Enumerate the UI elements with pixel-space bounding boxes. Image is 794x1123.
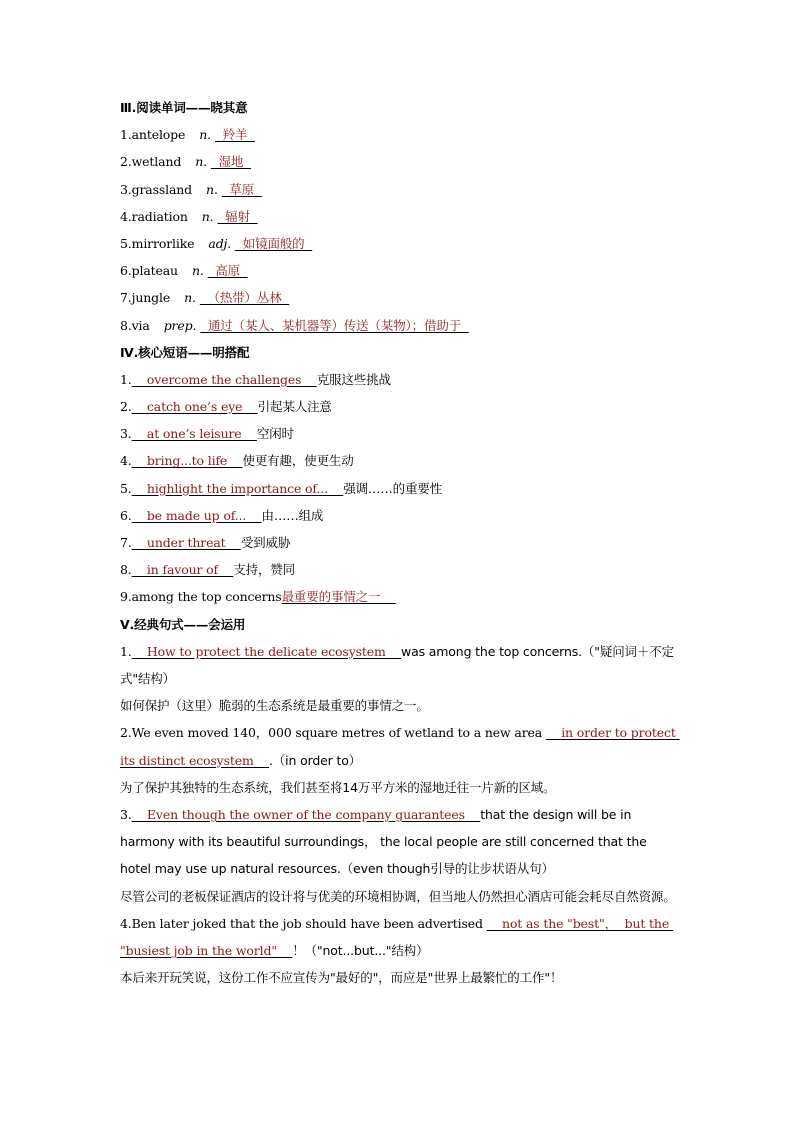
phrase-meaning: 克服这些挑战 <box>316 371 391 387</box>
phrase-number: 2. <box>120 399 132 415</box>
sentence-suffix: was among the top concerns.（"疑问词＋不定式"结构） <box>120 643 674 686</box>
vocab-item <box>120 284 680 311</box>
sentence-prefix: 4.Ben later joked that the job should have been advertised <box>120 915 487 931</box>
part-of-speech: n. <box>201 208 214 224</box>
vocab-word: 4.radiation <box>120 208 188 224</box>
vocab-item <box>120 230 680 257</box>
phrase-answer: at one’s leisure <box>131 426 257 442</box>
vocab-answer: 辐射 <box>217 208 258 224</box>
vocab-word: 8.via <box>120 317 150 333</box>
vocab-word: 6.plateau <box>120 263 178 279</box>
phrase-meaning: 受到威胁 <box>240 535 291 550</box>
sentence-prefix: 2.We even moved 140，000 square metres of wetland to a new area <box>120 725 546 741</box>
phrase-number: 5. <box>120 480 132 496</box>
sentence-item <box>120 801 680 883</box>
vocab-answer: 高原 <box>207 263 248 279</box>
phrase-item <box>120 529 680 556</box>
phrase-answer: highlight the importance of... <box>131 480 344 496</box>
section-4-title: Ⅳ.核心短语——明搭配 <box>120 344 250 360</box>
vocab-answer: 羚羊 <box>215 127 256 143</box>
sentence-translation: 为了保护其独特的生态系统，我们甚至将14万平方米的湿地迁往一片新的区域。 <box>120 779 556 795</box>
phrase-meaning: 由……组成 <box>261 507 324 523</box>
phrase-answer: overcome the challenges <box>131 371 317 387</box>
vocab-item <box>120 257 680 284</box>
sentence-prefix: 3. <box>120 806 132 822</box>
phrase-number: 4. <box>120 453 132 469</box>
sentence-item <box>120 910 680 964</box>
sentence-answer: How to protect the delicate ecosystem <box>131 643 401 659</box>
vocab-item <box>120 148 680 175</box>
vocab-word: 1.antelope <box>120 127 186 143</box>
vocab-answer: 通过（某人、某机器等）传送（某物）；借助于 <box>200 317 469 333</box>
phrase-list <box>120 366 680 611</box>
sentence-item <box>120 638 680 692</box>
phrase-number: 1. <box>120 371 132 387</box>
sentence-prefix: 1. <box>120 643 132 659</box>
phrase-meaning: 使更有趣，使更生动 <box>242 453 354 469</box>
phrase-item <box>120 502 680 529</box>
sentence-translation: 本后来开玩笑说，这份工作不应宣传为"最好的"，而应是"世界上最繁忙的工作"！ <box>120 970 563 986</box>
phrase-item <box>120 393 680 420</box>
phrase-number: 8. <box>120 562 132 578</box>
vocab-word: 5.mirrorlike <box>120 235 195 251</box>
vocab-item <box>120 203 680 230</box>
part-of-speech: n. <box>206 181 218 197</box>
part-of-speech: adj. <box>208 235 232 251</box>
phrase-answer: under threat <box>131 535 241 550</box>
phrase-answer: catch one’s eye <box>131 399 258 415</box>
part-of-speech: n. <box>184 290 196 306</box>
vocab-answer: 湿地 <box>210 154 251 170</box>
phrase-item <box>120 447 680 474</box>
phrase-meaning: 强调……的重要性 <box>343 480 443 496</box>
phrase-item <box>120 366 680 393</box>
vocab-item <box>120 312 680 339</box>
phrase-answer: bring...to life <box>131 453 243 469</box>
part-of-speech: prep. <box>163 317 197 333</box>
phrase-answer: be made up of... <box>131 507 262 523</box>
sentence-translation: 如何保护（这里）脆弱的生态系统是最重要的事情之一。 <box>120 698 429 714</box>
phrase-meaning: 引起某人注意 <box>257 399 332 415</box>
vocab-answer: （热带）丛林 <box>199 290 290 306</box>
phrase-answer: in favour of <box>131 562 234 578</box>
phrase-number: 9.among the top concerns <box>120 589 282 605</box>
phrase-meaning: 支持，赞同 <box>233 562 296 578</box>
phrase-number: 6. <box>120 507 132 523</box>
vocab-word: 7.jungle <box>120 290 171 306</box>
part-of-speech: n. <box>199 127 212 143</box>
vocab-answer: 草原 <box>221 181 262 197</box>
sentence-answer: in order to protect its distinct ecosystem <box>120 725 680 768</box>
part-of-speech: n. <box>191 263 204 279</box>
section-3-title: Ⅲ.阅读单词——晓其意 <box>120 100 248 115</box>
phrase-answer: 最重要的事情之一 <box>281 589 396 605</box>
phrase-item <box>120 475 680 502</box>
vocab-answer: 如镜面般的 <box>235 235 313 251</box>
phrase-number: 7. <box>120 535 132 550</box>
phrase-item <box>120 556 680 583</box>
section-5-title: Ⅴ.经典句式——会运用 <box>120 616 246 632</box>
sentence-suffix: .（in order to） <box>268 752 362 768</box>
sentence-suffix: ！（"not...but..."结构） <box>292 942 429 958</box>
sentence-answer: not as the "best"， but the "busiest job in the world" <box>120 915 673 958</box>
phrase-item <box>120 583 680 610</box>
phrase-item <box>120 420 680 447</box>
phrase-meaning: 空闲时 <box>256 426 294 442</box>
vocab-word: 3.grassland <box>120 181 193 197</box>
sentence-suffix: that the design will be in harmony with its beautiful surroundings， the local people are still concerned that the hotel may use up natural resources.（even though引导的让步状语从句） <box>120 806 647 877</box>
sentence-item <box>120 719 680 773</box>
part-of-speech: n. <box>195 154 207 170</box>
sentence-list <box>120 638 680 992</box>
vocab-item <box>120 121 680 148</box>
vocab-list <box>120 121 680 339</box>
vocab-item <box>120 176 680 203</box>
sentence-answer: Even though the owner of the company guarantees <box>131 806 481 822</box>
sentence-translation: 尽管公司的老板保证酒店的设计将与优美的环境相协调，但当地人仍然担心酒店可能会耗尽自然资源。 <box>120 888 676 904</box>
phrase-number: 3. <box>120 426 132 442</box>
worksheet-content <box>120 94 680 991</box>
vocab-word: 2.wetland <box>120 154 182 170</box>
